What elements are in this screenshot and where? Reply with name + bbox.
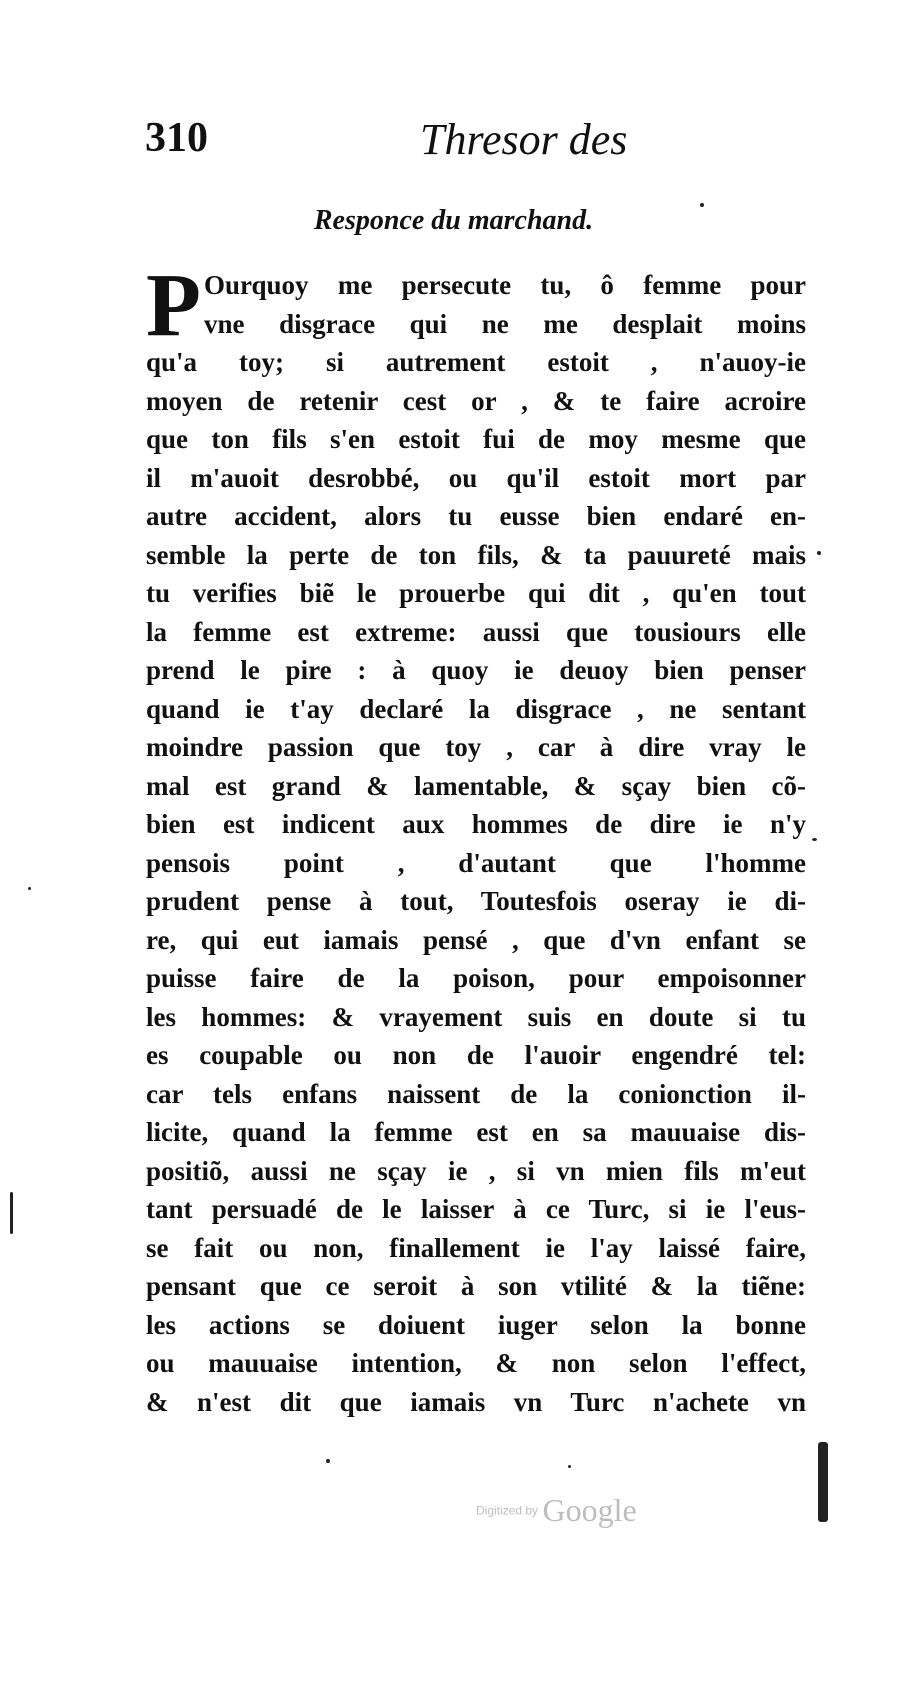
text-line: vne disgrace qui ne me desplait moins: [204, 308, 806, 339]
text-line: que ton fils s'en estoit fui de moy mesme que: [146, 424, 806, 454]
text-line: pensant que ce seroit à son vtilité & la tiẽne:: [146, 1271, 806, 1301]
scan-speck: [28, 887, 31, 890]
text-line: & n'est dit que iamais vn Turc n'achete vn: [146, 1386, 806, 1417]
running-title: Thresor des: [420, 115, 628, 164]
text-line: Ourquoy me persecute tu, ô femme pour: [204, 270, 806, 300]
digitized-watermark: [476, 1492, 696, 1532]
text-line: mal est grand & lamentable, & sçay bien cõ-: [146, 770, 806, 801]
text-line: tant persuadé de le laisser à ce Turc, si ie l'eus-: [146, 1194, 806, 1224]
text-line: prudent pense à tout, Toutesfois oseray ie di-: [146, 886, 806, 916]
text-line: pensois point , d'autant que l'homme: [146, 847, 806, 878]
scan-speck: [326, 1459, 330, 1463]
text-line: es coupable ou non de l'auoir engendré tel:: [146, 1040, 806, 1070]
text-line: re, qui eut iamais pensé , que d'vn enfant se: [146, 924, 806, 955]
scan-speck: [818, 1442, 828, 1522]
text-line: les hommes: & vrayement suis en doute si tu: [146, 1001, 806, 1032]
scan-speck: [817, 551, 821, 555]
text-line: il m'auoit desrobbé, ou qu'il estoit mort par: [146, 462, 806, 493]
text-line: car tels enfans naissent de la conionction il-: [146, 1078, 806, 1109]
text-line: la femme est extreme: aussi que tousiours elle: [146, 616, 806, 647]
text-line: puisse faire de la poison, pour empoisonner: [146, 963, 806, 993]
text-line: bien est indicent aux hommes de dire ie n'y: [146, 809, 806, 839]
scan-speck: [10, 1192, 13, 1234]
scan-speck: [700, 203, 704, 207]
page-header: [0, 114, 907, 174]
text-line: prend le pire : à quoy ie deuoy bien penser: [146, 655, 806, 685]
text-line: moyen de retenir cest or , & te faire acroire: [146, 385, 806, 416]
google-logo: Google: [542, 1492, 637, 1528]
text-line: se fait ou non, finallement ie l'ay laissé faire,: [146, 1232, 806, 1263]
text-line: les actions se doiuent iuger selon la bonne: [146, 1309, 806, 1340]
text-line: tu verifies biẽ le prouerbe qui dit , qu'en tout: [146, 578, 806, 608]
page-number: 310: [145, 115, 208, 161]
text-line: semble la perte de ton fils, & ta pauureté mais: [146, 539, 806, 570]
drop-cap: P: [146, 256, 201, 355]
watermark-prefix: Digitized by: [476, 1503, 539, 1518]
text-line: ou mauuaise intention, & non selon l'effect,: [146, 1348, 806, 1378]
text-line: licite, quand la femme est en sa mauuaise dis-: [146, 1117, 806, 1147]
text-line: positiõ, aussi ne sçay ie , si vn mien fils m'eut: [146, 1155, 806, 1186]
scan-speck: [568, 1465, 571, 1468]
text-line: qu'a toy; si autrement estoit , n'auoy-ie: [146, 347, 806, 377]
text-line: quand ie t'ay declaré la disgrace , ne sentant: [146, 693, 806, 724]
body-text: [146, 256, 806, 1421]
text-line: autre accident, alors tu eusse bien endaré en-: [146, 501, 806, 531]
scan-speck: [812, 838, 817, 841]
text-line: moindre passion que toy , car à dire vray le: [146, 732, 806, 762]
section-heading: Responce du marchand.: [313, 205, 594, 236]
